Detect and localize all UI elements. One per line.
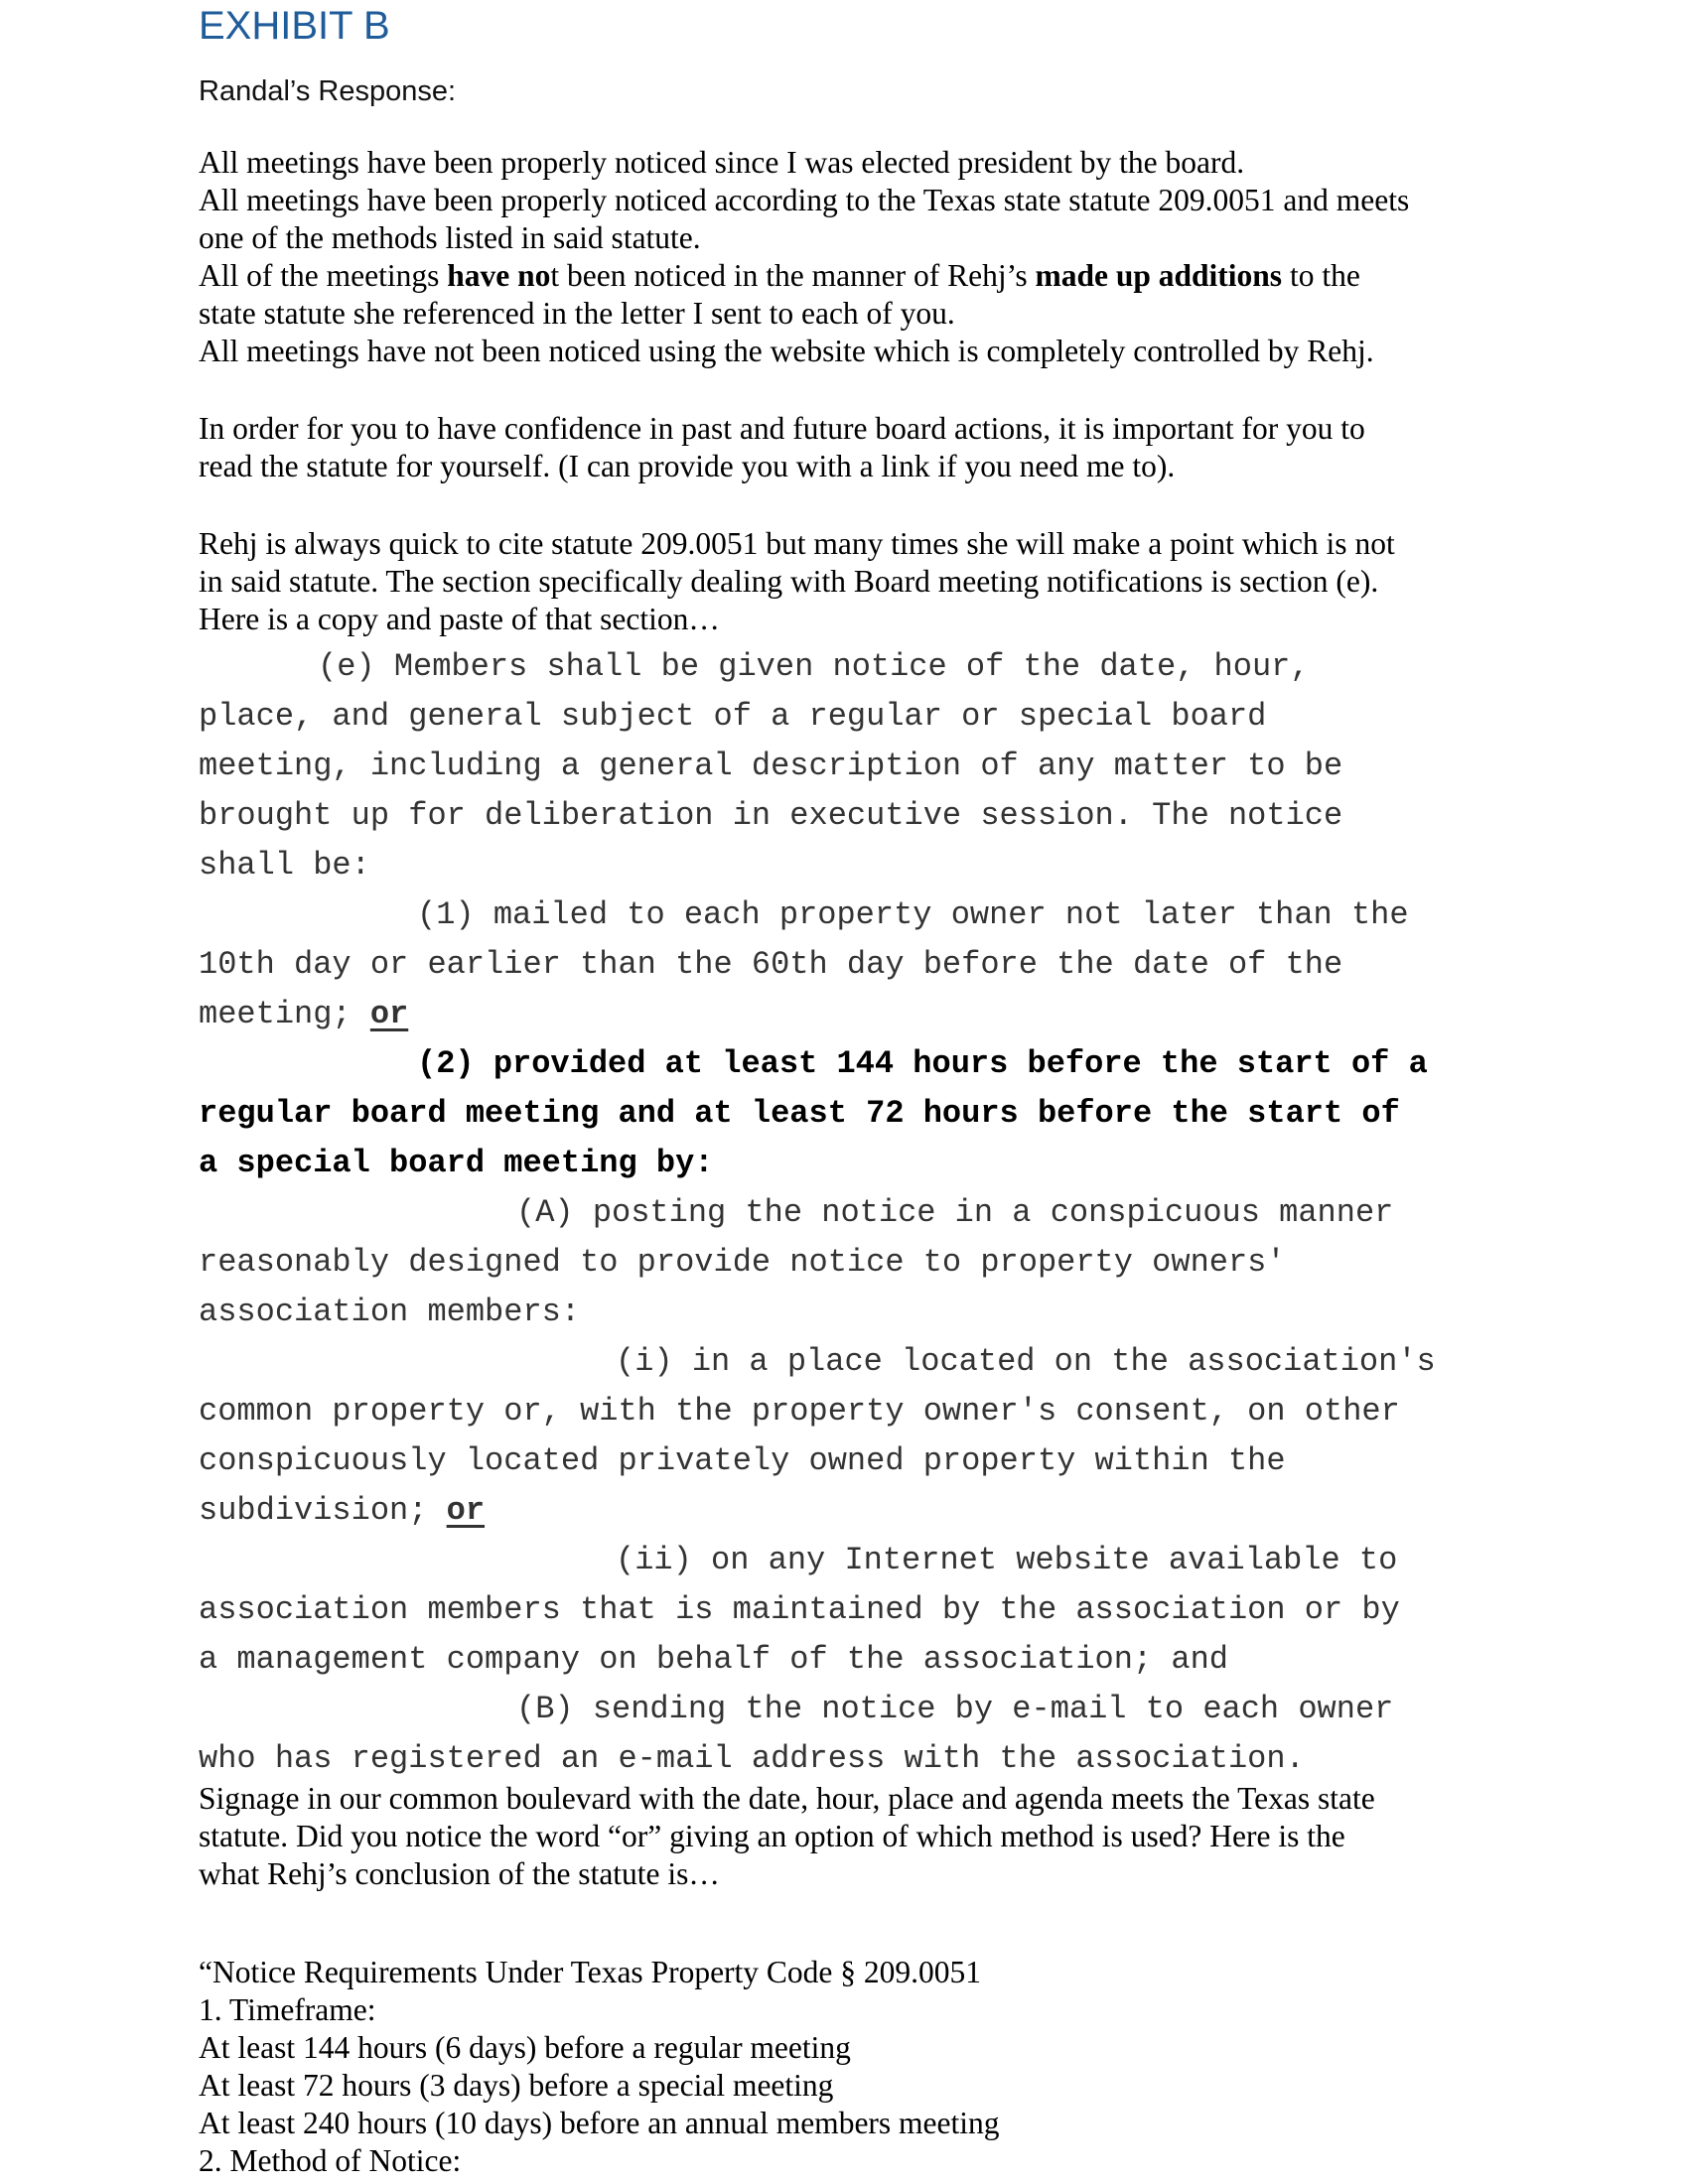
response-heading: Randal’s Response: [199,75,457,107]
quote-line3: At least 144 hours (6 days) before a regular meeting [199,2030,851,2065]
statute-e-line1: (e) Members shall be given notice of the date, hour, [318,648,1310,685]
quote-line1: “Notice Requirements Under Texas Property Code § 209.0051 [199,1955,982,1989]
statute-ii-line1: (ii) on any Internet website available to [616,1542,1398,1578]
statute-e-line2: place, and general subject of a regular or special board [199,698,1267,735]
para1-line1: All meetings have been properly noticed since I was elected president by the board. [199,145,1245,180]
statute-e-line3: meeting, including a general description of any matter to be [199,748,1343,784]
para4-line1: Signage in our common boulevard with the date, hour, place and agenda meets the Texas state [199,1781,1375,1816]
statute-A-line1: (A) posting the notice in a conspicuous manner [516,1194,1394,1231]
statute-B-line1: (B) sending the notice by e-mail to each owner [516,1691,1394,1727]
statute-1-line3 [199,990,408,1039]
statute-B-line2: who has registered an e-mail address with the association. [199,1740,1305,1777]
statute-e-line4: brought up for deliberation in executive session. The notice [199,797,1343,834]
quote-line6: 2. Method of Notice: [199,2143,462,2178]
para2-line1: In order for you to have confidence in past and future board actions, it is important for you to [199,411,1365,446]
statute-ii-line3: a management company on behalf of the association; and [199,1641,1228,1678]
or-emphasis: or [446,1492,486,1529]
quote-line5: At least 240 hours (10 days) before an annual members meeting [199,2106,1000,2140]
para1-line4-text-2: t been noticed in the manner of Rehj’s [550,258,1036,293]
quote-line4: At least 72 hours (3 days) before a special meeting [199,2068,834,2103]
para4-line3: what Rehj’s conclusion of the statute is… [199,1856,720,1891]
statute-i-line2: common property or, with the property owner's consent, on other [199,1393,1400,1430]
statute-2-line1: (2) provided at least 144 hours before the start of a [417,1045,1428,1082]
or-emphasis: or [369,996,409,1032]
para1-line3: one of the methods listed in said statute. [199,220,701,255]
para1-line4-bold-1: have no [447,258,551,293]
para1-line4-text: All of the meetings [199,258,448,293]
quote-line2: 1. Timeframe: [199,1992,376,2027]
para4-line2: statute. Did you notice the word “or” giving an option of which method is used? Here is the [199,1819,1345,1853]
statute-1-line3-text: meeting; [199,996,370,1032]
statute-i-line1: (i) in a place located on the association's [616,1343,1436,1380]
statute-i-line3: conspicuously located privately owned property within the [199,1442,1286,1479]
statute-2-line3: a special board meeting by: [199,1145,714,1181]
statute-2-line2: regular board meeting and at least 72 hours before the start of [199,1095,1400,1132]
para1-line6: All meetings have not been noticed using the website which is completely controlled by Rehj. [199,334,1374,368]
para3-line1: Rehj is always quick to cite statute 209.0051 but many times she will make a point which is not [199,526,1395,561]
statute-e-line5: shall be: [199,847,370,884]
statute-i-line4 [199,1486,485,1536]
para1-line4 [199,257,1360,295]
statute-i-line4-text: subdivision; [199,1492,447,1529]
statute-1-line1: (1) mailed to each property owner not later than the [417,896,1409,933]
para1-line2: All meetings have been properly noticed according to the Texas state statute 209.0051 and meets [199,183,1410,217]
statute-A-line3: association members: [199,1294,581,1330]
para3-line2: in said statute. The section specifically dealing with Board meeting notifications is section (e). [199,564,1379,599]
statute-1-line2: 10th day or earlier than the 60th day before the date of the [199,946,1343,983]
para1-line5: state statute she referenced in the letter I sent to each of you. [199,296,955,331]
para3-line3: Here is a copy and paste of that section… [199,602,720,636]
para1-line4-bold-2: made up additions [1035,258,1283,293]
exhibit-title: EXHIBIT B [199,4,390,48]
statute-A-line2: reasonably designed to provide notice to property owners' [199,1244,1286,1281]
para2-line2: read the statute for yourself. (I can provide you with a link if you need me to). [199,449,1176,483]
para1-line4-text-3: to the [1282,258,1360,293]
statute-ii-line2: association members that is maintained by the association or by [199,1591,1400,1628]
